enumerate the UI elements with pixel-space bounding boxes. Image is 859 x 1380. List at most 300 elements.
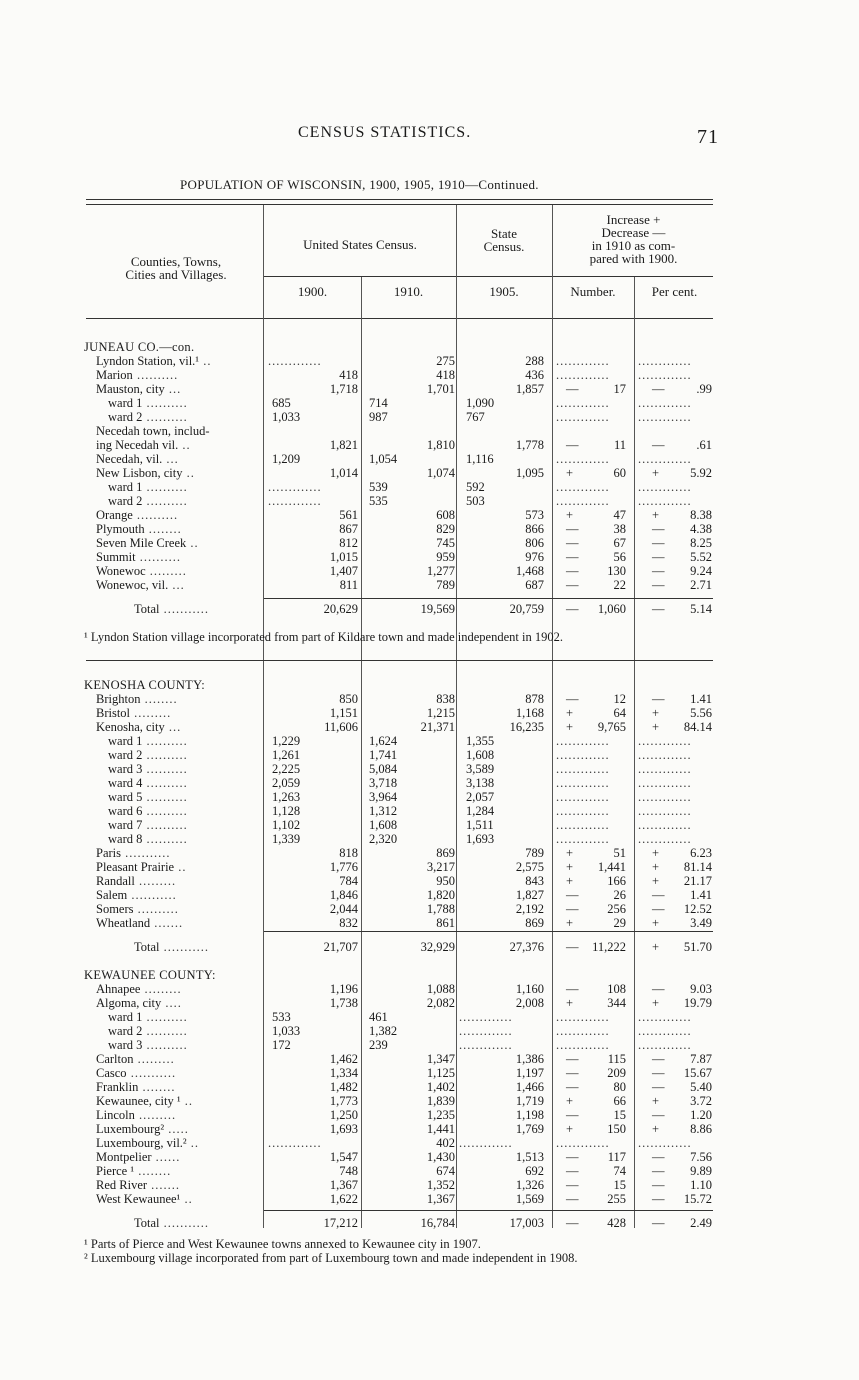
change-number: 428 bbox=[607, 1216, 626, 1230]
value-1900: 850 bbox=[339, 692, 358, 706]
row-label bbox=[96, 536, 199, 550]
leader-dots: ........ bbox=[140, 692, 178, 706]
leader-dots: ............. bbox=[638, 354, 692, 368]
change-sign: — bbox=[566, 1178, 579, 1192]
change-sign: + bbox=[566, 874, 574, 888]
table-row bbox=[0, 1122, 859, 1136]
row-label-text: Total bbox=[134, 1216, 160, 1230]
table-row bbox=[0, 1192, 859, 1206]
leader-dots: ........ bbox=[144, 522, 182, 536]
leader-dots: ... bbox=[162, 452, 179, 466]
value-1910: 1,367 bbox=[426, 1192, 455, 1206]
percent-sign: — bbox=[652, 564, 665, 578]
value-1910: 1,402 bbox=[426, 1080, 455, 1094]
value-1900: 1,334 bbox=[329, 1066, 358, 1080]
change-sign: — bbox=[566, 940, 579, 954]
footnote-2: ² Luxembourg village incorporated from part of Luxembourg town and made independent in 1908. bbox=[84, 1251, 578, 1265]
change-percent: 9.03 bbox=[690, 982, 712, 996]
value-1910: 21,371 bbox=[420, 720, 455, 734]
change-percent: 3.49 bbox=[690, 916, 712, 930]
row-label bbox=[108, 762, 188, 776]
row-label-text: Pierce ¹ bbox=[96, 1164, 135, 1178]
change-percent: 15.67 bbox=[683, 1066, 712, 1080]
change-sign: + bbox=[566, 720, 574, 734]
leader-dots: ............. bbox=[638, 818, 692, 832]
value-1905: 17,003 bbox=[509, 1216, 544, 1230]
leader-dots: .......... bbox=[135, 550, 181, 564]
change-percent: 5.92 bbox=[690, 466, 712, 480]
row-label bbox=[108, 804, 188, 818]
change-sign: + bbox=[566, 996, 574, 1010]
percent-sign: — bbox=[652, 1150, 665, 1164]
row-label-text: ward 2 bbox=[108, 410, 143, 424]
table-row bbox=[0, 692, 859, 706]
row-label-text: Necedah, vil. bbox=[96, 452, 163, 466]
row-label-text: Luxembourg, vil.² bbox=[96, 1136, 187, 1150]
ward-value-1910: 3,964 bbox=[369, 790, 398, 804]
change-sign: + bbox=[566, 466, 574, 480]
change-percent: 8.86 bbox=[690, 1122, 712, 1136]
table-row bbox=[0, 734, 859, 748]
value-1910: 1,074 bbox=[426, 466, 455, 480]
value-1910: 829 bbox=[436, 522, 455, 536]
change-number: 12 bbox=[613, 692, 626, 706]
table-row bbox=[0, 916, 859, 930]
ward-value-1905: 1,511 bbox=[466, 818, 494, 832]
change-number: 67 bbox=[613, 536, 626, 550]
ward-value-1900: 2,059 bbox=[272, 776, 301, 790]
leader-dots: ............. bbox=[268, 480, 322, 494]
leader-dots: ........... bbox=[159, 602, 210, 616]
row-label bbox=[96, 452, 179, 466]
change-percent: 8.38 bbox=[690, 508, 712, 522]
table-row bbox=[0, 1164, 859, 1178]
leader-dots: ..... bbox=[164, 1122, 189, 1136]
ward-value-1900: 1,033 bbox=[272, 1024, 301, 1038]
change-sign: — bbox=[566, 536, 579, 550]
value-1905: 288 bbox=[525, 354, 544, 368]
value-1905: 687 bbox=[525, 578, 544, 592]
col-header-names: Counties, Towns, Cities and Villages. bbox=[125, 254, 227, 282]
row-label-text: Lincoln bbox=[96, 1108, 135, 1122]
change-percent: 15.72 bbox=[683, 1192, 712, 1206]
leader-dots: .......... bbox=[132, 368, 179, 382]
row-label-text: Red River bbox=[96, 1178, 148, 1192]
row-label-text: Summit bbox=[96, 550, 136, 564]
change-percent: 5.56 bbox=[690, 706, 712, 720]
leader-dots: ............. bbox=[459, 1136, 513, 1150]
value-1905: 869 bbox=[525, 916, 544, 930]
row-label-text: ward 2 bbox=[108, 1024, 143, 1038]
change-sign: — bbox=[566, 692, 579, 706]
leader-dots: ......... bbox=[130, 706, 172, 720]
row-label-text: Salem bbox=[96, 888, 128, 902]
row-label bbox=[108, 396, 188, 410]
change-sign: — bbox=[566, 578, 579, 592]
ward-value-1905: 2,057 bbox=[466, 790, 495, 804]
leader-dots: .......... bbox=[142, 734, 188, 748]
row-label-text: ward 2 bbox=[108, 748, 143, 762]
table-row bbox=[0, 368, 859, 382]
row-label-text: Montpelier bbox=[96, 1150, 152, 1164]
value-1905: 1,513 bbox=[515, 1150, 544, 1164]
row-label bbox=[96, 368, 178, 382]
value-1905: 1,827 bbox=[515, 888, 544, 902]
table-row bbox=[0, 1178, 859, 1192]
table-row bbox=[0, 382, 859, 396]
row-label-text: Franklin bbox=[96, 1080, 139, 1094]
header-rule-bottom bbox=[86, 318, 713, 319]
col-header-number: Number. bbox=[570, 284, 616, 299]
leader-dots: .......... bbox=[142, 804, 188, 818]
header-rule-top-2 bbox=[86, 204, 713, 205]
leader-dots: ............. bbox=[638, 832, 692, 846]
leader-dots: ......... bbox=[134, 1108, 177, 1122]
value-1910: 1,441 bbox=[426, 1122, 455, 1136]
change-percent: 2.49 bbox=[690, 1216, 712, 1230]
row-label-text: West Kewaunee¹ bbox=[96, 1192, 181, 1206]
row-label bbox=[108, 1038, 188, 1052]
ward-value-1910: 1,608 bbox=[369, 818, 398, 832]
value-1905: 1,160 bbox=[515, 982, 544, 996]
row-label-text: Total bbox=[134, 602, 160, 616]
change-sign: + bbox=[566, 1122, 574, 1136]
change-sign: — bbox=[566, 1150, 579, 1164]
leader-dots: ............. bbox=[268, 354, 322, 368]
ward-value-1910: 1,382 bbox=[369, 1024, 398, 1038]
value-1910: 1,215 bbox=[426, 706, 455, 720]
percent-sign: + bbox=[652, 996, 660, 1010]
percent-sign: — bbox=[652, 1052, 665, 1066]
leader-dots: ............. bbox=[638, 396, 692, 410]
change-sign: + bbox=[566, 706, 574, 720]
leader-dots: ...... bbox=[151, 1150, 181, 1164]
table-row bbox=[0, 1108, 859, 1122]
value-1910: 608 bbox=[436, 508, 455, 522]
table-row bbox=[0, 1080, 859, 1094]
percent-sign: — bbox=[652, 578, 665, 592]
table-row bbox=[0, 748, 859, 762]
total-row bbox=[0, 602, 859, 616]
row-label-text: Wheatland bbox=[96, 916, 151, 930]
leader-dots: ......... bbox=[133, 1052, 175, 1066]
table-row bbox=[0, 846, 859, 860]
change-percent: 7.56 bbox=[690, 1150, 712, 1164]
table-row bbox=[0, 996, 859, 1010]
change-number: 74 bbox=[613, 1164, 626, 1178]
change-number: 80 bbox=[613, 1080, 626, 1094]
row-label bbox=[96, 720, 181, 734]
leader-dots: ............. bbox=[556, 1038, 610, 1052]
change-percent: .61 bbox=[696, 438, 712, 452]
row-label-text: ward 1 bbox=[108, 480, 143, 494]
table-row bbox=[0, 762, 859, 776]
leader-dots: ............. bbox=[556, 1136, 610, 1150]
leader-dots: ............. bbox=[556, 734, 610, 748]
value-1905: 1,769 bbox=[515, 1122, 544, 1136]
leader-dots: .......... bbox=[142, 1024, 188, 1038]
row-label bbox=[96, 466, 195, 480]
value-1905: 27,376 bbox=[509, 940, 544, 954]
percent-sign: — bbox=[652, 1216, 665, 1230]
leader-dots: .......... bbox=[142, 762, 188, 776]
leader-dots: ............. bbox=[638, 452, 692, 466]
row-label bbox=[96, 1136, 199, 1150]
value-1905: 1,857 bbox=[515, 382, 544, 396]
change-number: 1,060 bbox=[597, 602, 626, 616]
percent-sign: + bbox=[652, 1122, 660, 1136]
leader-dots: ........ bbox=[134, 1164, 172, 1178]
leader-dots: .......... bbox=[142, 410, 188, 424]
table-row bbox=[0, 832, 859, 846]
table-row bbox=[0, 1066, 859, 1080]
table-row bbox=[0, 1150, 859, 1164]
change-percent: 8.25 bbox=[690, 536, 712, 550]
leader-dots: .. bbox=[180, 1094, 193, 1108]
value-1900: 1,151 bbox=[329, 706, 358, 720]
leader-dots: ............. bbox=[638, 1038, 692, 1052]
value-1900: 867 bbox=[339, 522, 358, 536]
value-1900: 1,821 bbox=[329, 438, 358, 452]
percent-sign: — bbox=[652, 1178, 665, 1192]
change-number: 344 bbox=[607, 996, 626, 1010]
table-row bbox=[0, 902, 859, 916]
value-1905: 692 bbox=[525, 1164, 544, 1178]
leader-dots: .......... bbox=[142, 1010, 188, 1024]
leader-dots: ........... bbox=[126, 1066, 177, 1080]
row-label-text: ward 5 bbox=[108, 790, 143, 804]
percent-sign: — bbox=[652, 602, 665, 616]
change-number: 15 bbox=[613, 1178, 626, 1192]
value-1900: 811 bbox=[339, 578, 358, 592]
section-heading bbox=[0, 968, 859, 982]
value-1910: 275 bbox=[436, 354, 455, 368]
percent-sign: — bbox=[652, 902, 665, 916]
total-rule bbox=[264, 931, 713, 932]
ward-value-1905: 1,355 bbox=[466, 734, 495, 748]
value-1905: 573 bbox=[525, 508, 544, 522]
value-1910: 2,082 bbox=[426, 996, 455, 1010]
leader-dots: ............. bbox=[556, 804, 610, 818]
leader-dots: ............. bbox=[556, 762, 610, 776]
value-1910: 3,217 bbox=[426, 860, 455, 874]
row-label bbox=[96, 550, 181, 564]
change-sign: + bbox=[566, 916, 574, 930]
row-label bbox=[108, 832, 188, 846]
change-number: 56 bbox=[613, 550, 626, 564]
row-label bbox=[96, 564, 187, 578]
row-label bbox=[96, 846, 171, 860]
percent-sign: + bbox=[652, 860, 660, 874]
table-row bbox=[0, 982, 859, 996]
percent-sign: — bbox=[652, 1164, 665, 1178]
value-1900: 1,738 bbox=[329, 996, 358, 1010]
percent-sign: — bbox=[652, 1080, 665, 1094]
col-header-state-census: State Census. bbox=[483, 226, 525, 254]
value-1910: 418 bbox=[436, 368, 455, 382]
value-1900: 21,707 bbox=[323, 940, 358, 954]
leader-dots: ... bbox=[168, 578, 185, 592]
leader-dots: .......... bbox=[142, 776, 188, 790]
change-sign: — bbox=[566, 1216, 579, 1230]
row-label bbox=[134, 602, 209, 616]
leader-dots: .......... bbox=[142, 494, 188, 508]
total-rule bbox=[264, 1210, 713, 1211]
footnote-1: ¹ Parts of Pierce and West Kewaunee towns annexed to Kewaunee city in 1907. bbox=[84, 1237, 481, 1251]
change-sign: + bbox=[566, 846, 574, 860]
row-label-text: Ahnapee bbox=[96, 982, 141, 996]
leader-dots: ............. bbox=[556, 452, 610, 466]
value-1905: 436 bbox=[525, 368, 544, 382]
value-1900: 1,015 bbox=[329, 550, 358, 564]
change-sign: — bbox=[566, 438, 579, 452]
row-label-text: Carlton bbox=[96, 1052, 134, 1066]
row-label bbox=[96, 996, 182, 1010]
leader-dots: ....... bbox=[147, 1178, 181, 1192]
value-1900: 11,606 bbox=[324, 720, 358, 734]
ward-value-1905: 3,589 bbox=[466, 762, 495, 776]
ward-value-1905: 592 bbox=[466, 480, 485, 494]
value-1910: 1,347 bbox=[426, 1052, 455, 1066]
leader-dots: ............. bbox=[556, 480, 610, 494]
table-row bbox=[0, 494, 859, 508]
percent-sign: + bbox=[652, 916, 660, 930]
value-1910: 1,235 bbox=[426, 1108, 455, 1122]
value-1905: 2,008 bbox=[515, 996, 544, 1010]
row-label bbox=[96, 1178, 180, 1192]
row-label-text: Casco bbox=[96, 1066, 127, 1080]
value-1910: 1,839 bbox=[426, 1094, 455, 1108]
table-row bbox=[0, 452, 859, 466]
leader-dots: ............. bbox=[638, 410, 692, 424]
leader-dots: ............. bbox=[638, 1010, 692, 1024]
leader-dots: .......... bbox=[142, 396, 188, 410]
value-1910: 1,701 bbox=[426, 382, 455, 396]
row-label-text: Kewaunee, city ¹ bbox=[96, 1094, 181, 1108]
leader-dots: ............. bbox=[459, 1038, 513, 1052]
row-label bbox=[96, 706, 171, 720]
leader-dots: ............. bbox=[556, 832, 610, 846]
row-label bbox=[96, 1150, 180, 1164]
ward-value-1910: 1,624 bbox=[369, 734, 398, 748]
value-1910: 1,277 bbox=[426, 564, 455, 578]
row-label-text: ward 1 bbox=[108, 1010, 143, 1024]
table-row bbox=[0, 536, 859, 550]
value-1900: 1,196 bbox=[329, 982, 358, 996]
table-row bbox=[0, 776, 859, 790]
row-label-text: ward 1 bbox=[108, 734, 143, 748]
leader-dots: ............. bbox=[638, 804, 692, 818]
section-label: KEWAUNEE COUNTY: bbox=[84, 968, 216, 982]
percent-sign: — bbox=[652, 536, 665, 550]
value-1900: 1,622 bbox=[329, 1192, 358, 1206]
value-1910: 674 bbox=[436, 1164, 455, 1178]
value-1900: 832 bbox=[339, 916, 358, 930]
change-sign: — bbox=[566, 1164, 579, 1178]
change-number: 130 bbox=[607, 564, 626, 578]
col-header-us-census: United States Census. bbox=[303, 237, 417, 252]
value-1905: 843 bbox=[525, 874, 544, 888]
row-label bbox=[108, 776, 188, 790]
header-rule-top bbox=[86, 199, 713, 200]
leader-dots: ............. bbox=[556, 494, 610, 508]
change-percent: 1.41 bbox=[690, 888, 712, 902]
total-rule bbox=[264, 598, 713, 599]
value-1905: 1,719 bbox=[515, 1094, 544, 1108]
row-label-text: Lyndon Station, vil.¹ bbox=[96, 354, 200, 368]
table-row bbox=[0, 1010, 859, 1024]
change-percent: 12.52 bbox=[683, 902, 712, 916]
row-label bbox=[96, 1066, 176, 1080]
change-percent: 9.24 bbox=[690, 564, 712, 578]
row-label bbox=[96, 424, 210, 438]
table-row bbox=[0, 396, 859, 410]
value-1910: 869 bbox=[436, 846, 455, 860]
row-label bbox=[108, 1010, 188, 1024]
change-number: 51 bbox=[613, 846, 626, 860]
change-number: 166 bbox=[607, 874, 626, 888]
value-1910: 745 bbox=[436, 536, 455, 550]
row-label-text: Marion bbox=[96, 368, 133, 382]
change-sign: + bbox=[566, 1094, 574, 1108]
change-number: 115 bbox=[607, 1052, 626, 1066]
ward-value-1900: 533 bbox=[272, 1010, 291, 1024]
table-row bbox=[0, 424, 859, 438]
section-heading bbox=[0, 340, 859, 354]
change-percent: 9.89 bbox=[690, 1164, 712, 1178]
leader-dots: .. bbox=[182, 466, 195, 480]
percent-sign: + bbox=[652, 466, 660, 480]
leader-dots: ............. bbox=[638, 494, 692, 508]
leader-dots: .......... bbox=[133, 902, 179, 916]
leader-dots: ........... bbox=[121, 846, 171, 860]
value-1905: 1,466 bbox=[515, 1080, 544, 1094]
row-label bbox=[96, 578, 185, 592]
percent-sign: — bbox=[652, 438, 665, 452]
row-label-text: ward 7 bbox=[108, 818, 143, 832]
value-1910: 1,788 bbox=[426, 902, 455, 916]
change-sign: — bbox=[566, 602, 579, 616]
ward-value-1900: 1,033 bbox=[272, 410, 301, 424]
change-number: 117 bbox=[607, 1150, 626, 1164]
ward-value-1900: 1,209 bbox=[272, 452, 301, 466]
table-row bbox=[0, 804, 859, 818]
table-row bbox=[0, 1136, 859, 1150]
leader-dots: ............. bbox=[556, 410, 610, 424]
row-label bbox=[96, 1122, 189, 1136]
value-1905: 16,235 bbox=[509, 720, 544, 734]
value-1905: 806 bbox=[525, 536, 544, 550]
row-label bbox=[108, 818, 188, 832]
change-percent: 5.52 bbox=[690, 550, 712, 564]
ward-value-1910: 239 bbox=[369, 1038, 388, 1052]
change-sign: — bbox=[566, 888, 579, 902]
leader-dots: ............. bbox=[638, 734, 692, 748]
leader-dots: ............. bbox=[459, 1024, 513, 1038]
change-percent: 4.38 bbox=[690, 522, 712, 536]
ward-value-1900: 2,225 bbox=[272, 762, 301, 776]
ward-value-1910: 2,320 bbox=[369, 832, 398, 846]
change-percent: 51.70 bbox=[683, 940, 712, 954]
row-label bbox=[96, 522, 182, 536]
value-1905: 1,778 bbox=[515, 438, 544, 452]
ward-value-1900: 1,128 bbox=[272, 804, 301, 818]
row-label bbox=[134, 1216, 209, 1230]
change-number: 38 bbox=[613, 522, 626, 536]
section-divider bbox=[86, 660, 713, 661]
value-1900: 17,212 bbox=[323, 1216, 358, 1230]
value-1910: 838 bbox=[436, 692, 455, 706]
